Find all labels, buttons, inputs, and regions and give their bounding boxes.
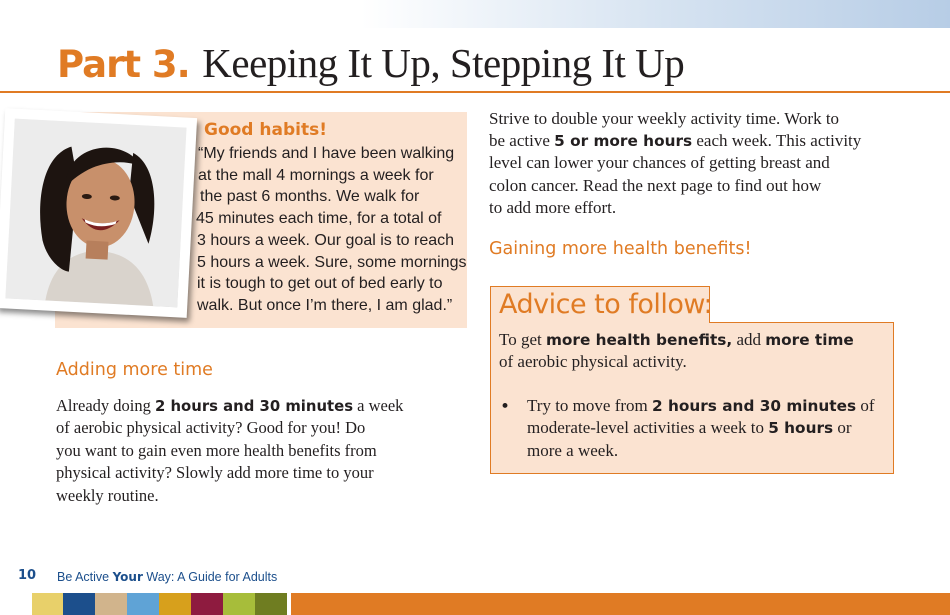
color-swatch <box>291 593 950 615</box>
paragraph-line: physical activity? Slowly add more time to your <box>56 463 374 483</box>
bold-text-run: 2 hours and 30 minutes <box>652 397 857 415</box>
bullet-icon: • <box>500 397 511 417</box>
testimonial-quote <box>198 143 466 317</box>
good-habits-title: Good habits! <box>204 120 327 140</box>
text-run: To get <box>499 330 546 349</box>
bold-text-run: more health benefits, <box>545 331 733 349</box>
color-swatch <box>32 593 63 615</box>
text-run: of <box>856 396 875 415</box>
text-run: each week. This activity <box>692 131 862 151</box>
bold-text-run: 5 hours <box>768 419 834 438</box>
color-swatch <box>63 593 95 615</box>
quote-line: 5 hours a week. Sure, some mornings <box>197 253 467 271</box>
paragraph-line: of aerobic physical activity. <box>499 352 687 372</box>
paragraph-line: of aerobic physical activity? Good for you! Do <box>56 418 366 438</box>
text-run: Way: A Guide for Adults <box>142 570 278 584</box>
part-label: Part 3. <box>57 43 190 86</box>
quote-line: walk. But once I’m there, I am glad.” <box>197 296 453 314</box>
footer-color-strip <box>0 593 950 615</box>
page-number: 10 <box>18 568 37 583</box>
text-run: or <box>833 418 852 438</box>
paragraph-line: weekly routine. <box>56 485 159 505</box>
footer-book-title <box>57 570 277 584</box>
bold-text-run: more time <box>765 331 854 349</box>
bold-text-run: Your <box>112 570 143 584</box>
bold-text-run: 5 or more hours <box>554 132 693 151</box>
paragraph-line: colon cancer. Read the next page to find out how <box>489 175 822 195</box>
color-swatch <box>159 593 191 615</box>
bold-text-run: 2 hours and 30 minutes <box>154 397 354 415</box>
text-run: a week <box>353 396 404 415</box>
woman-portrait-photo <box>5 119 186 308</box>
title-text: Keeping It Up, Stepping It Up <box>202 40 685 86</box>
text-run: moderate-level activities a week to <box>527 418 769 438</box>
adding-more-time-heading: Adding more time <box>56 360 213 380</box>
text-run: Be Active <box>57 570 113 584</box>
color-swatch <box>127 593 159 615</box>
portrait-illustration <box>5 119 186 308</box>
quote-line: “My friends and I have been walking <box>198 145 455 162</box>
quote-line: at the mall 4 mornings a week for <box>198 166 434 184</box>
paragraph-line: level can lower your chances of getting breast and <box>489 153 830 173</box>
text-run: add <box>732 330 766 349</box>
color-swatch <box>0 593 32 615</box>
quote-line: 45 minutes each time, for a total of <box>196 210 442 228</box>
color-swatch <box>191 593 223 615</box>
title-divider <box>0 91 950 93</box>
advice-title: Advice to follow: <box>499 289 713 320</box>
quote-line: it is tough to get out of bed early to <box>197 275 443 293</box>
advice-bullet-item <box>527 395 875 462</box>
paragraph-line: to add more effort. <box>489 197 617 217</box>
paragraph-line: you want to gain even more health benefits from <box>56 440 377 460</box>
adding-more-time-paragraph <box>56 395 456 507</box>
color-swatch <box>95 593 127 615</box>
strive-paragraph <box>489 108 899 219</box>
text-run: Already doing <box>56 396 155 415</box>
page-title <box>57 38 684 90</box>
header-gradient-band <box>0 0 950 28</box>
paragraph-line: more a week. <box>527 440 619 460</box>
advice-intro <box>499 329 854 374</box>
quote-line: the past 6 months. We walk for <box>200 188 420 206</box>
text-run: Try to move from <box>527 396 652 415</box>
quote-line: 3 hours a week. Our goal is to reach <box>197 231 455 249</box>
color-swatch <box>255 593 287 615</box>
paragraph-line: Strive to double your weekly activity time. Work to <box>489 109 840 128</box>
gaining-benefits-heading: Gaining more health benefits! <box>489 239 752 259</box>
text-run: be active <box>489 131 555 151</box>
testimonial-photo-frame <box>0 108 197 318</box>
color-swatch <box>223 593 255 615</box>
